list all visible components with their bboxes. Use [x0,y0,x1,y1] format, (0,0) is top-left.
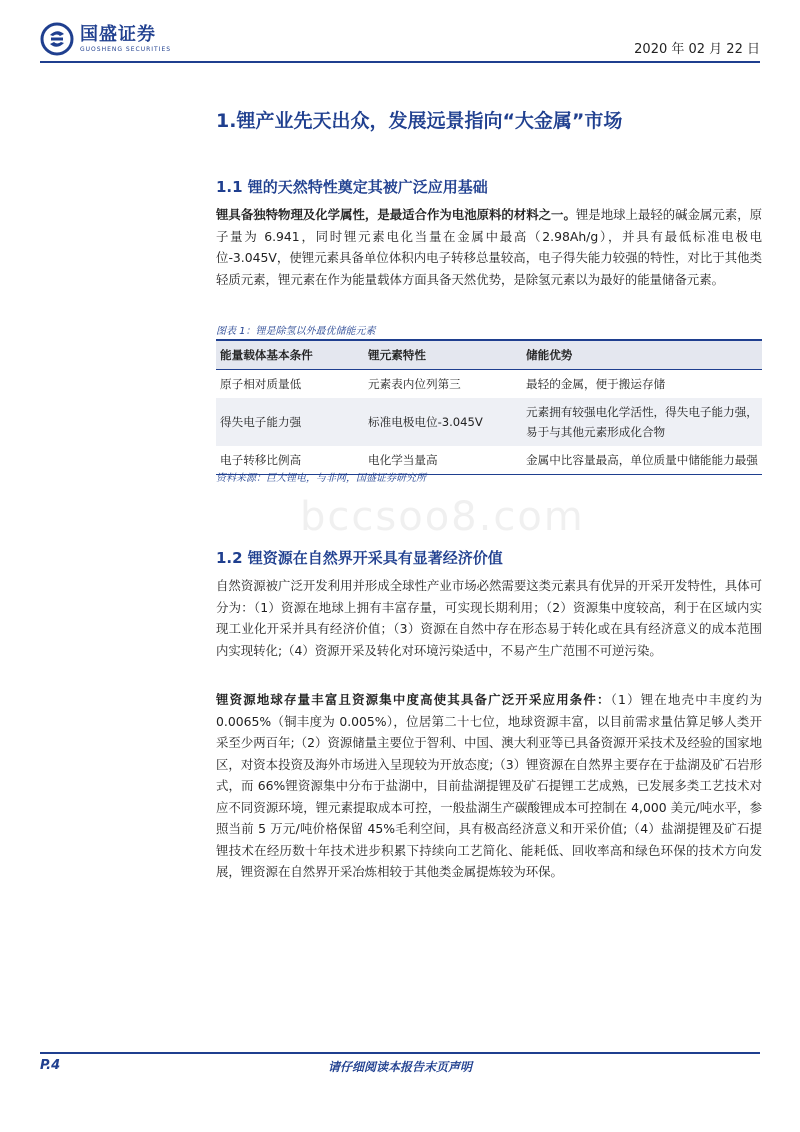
section-1-1-title: 1.1 锂的天然特性奠定其被广泛应用基础 [216,178,488,196]
table-header-cell: 储能优势 [522,340,762,370]
table-cell: 标准电极电位-3.045V [364,398,522,446]
watermark: bccsoo8.com [300,494,585,540]
figure-caption: 图表 1：锂是除氢以外最优储能元素 [216,326,376,337]
section-1-2-title: 1.2 锂资源在自然界开采具有显著经济价值 [216,549,503,567]
table-cell: 得失电子能力强 [216,398,364,446]
header-divider [40,61,760,63]
section-1-2-paragraph-1: 自然资源被广泛开发利用并形成全球性产业市场必然需要这类元素具有优异的开采开发特性，具体可分为：（1）资源在地球上拥有丰富存量，可实现长期利用；（2）资源集中度较高，利于在区域内实现工业化开采并具有经济价值；（3）资源在自然中存在形态易于转化或在具有经济意义的成本范围内实现转化;（4）资源开采及转化对环境污染适中，不易产生广范围不可逆污染。 [216,578,762,658]
table-header-cell: 锂元素特性 [364,340,522,370]
page-header [40,22,760,62]
footer-divider [40,1052,760,1054]
table-cell: 原子相对质量低 [220,377,302,391]
table-row [216,398,762,446]
logo-english-name: GUOSHENG SECURITIES [80,45,172,53]
table-cell: 电化学当量高 [364,446,522,475]
company-logo [40,22,171,56]
guosheng-logo-icon [40,22,74,56]
figure-source: 资料来源：巨大锂电，与非网，国盛证券研究所 [216,473,426,484]
paragraph-body: （1）锂在地壳中丰度约为 0.0065%（铜丰度为 0.005%），位居第二十七位，地球资源丰富，以目前需求量估算足够人类开采至少两百年;（2）资源储量主要位于智利、中国、澳大利亚等已具备资源开采技术及经验的国家地区，对资本投资及海外市场进入呈现较为开放态度;（3）锂资源在自然界主要存在于盐湖及矿石岩形式，而 66%锂资源集中分布于盐湖中，目前盐湖提锂及矿石提锂工艺成熟，已发展多类工艺技术对应不同资源环境，锂元素提取成本可控，一般盐湖生产碳酸锂成本可控制在 4,000 美元/吨水平，参照当前 5 万元/吨价格保留 45%毛利空间，具有极高经济意义和开采价值;（4）盐湖提锂及矿石提锂技术在经历数十年技术进步积累下持续向工艺简化、能耗低、回收率高和绿色环保的技术方向发展，锂资源在自然界开采冶炼相较于其他类金属提炼较为环保。 [216,692,763,879]
section-1-2-paragraph-2 [216,689,762,883]
energy-carrier-table [216,339,762,475]
page-number: P.4 [40,1058,61,1073]
table-cell: 电子转移比例高 [216,446,364,475]
report-date: 2020 年 02 月 22 日 [634,42,760,57]
table-header-row [216,340,762,370]
table-cell: 金属中比容量最高，单位质量中储能能力最强 [522,446,762,475]
table-cell: 元素拥有较强电化学活性，得失电子能力强，易于与其他元素形成化合物 [522,398,762,446]
table-cell: 元素表内位列第三 [368,377,461,391]
logo-chinese-name: 国盛证券 [80,23,156,45]
table-cell: 最轻的金属，便于搬运存储 [526,377,666,391]
footer-disclaimer: 请仔细阅读本报告末页声明 [327,1060,472,1074]
paragraph-lead: 锂具备独特物理及化学属性，是最适合作为电池原料的材料之一。 [216,207,576,222]
paragraph-lead: 锂资源地球存量丰富且资源集中度高使其具备广泛开采应用条件： [216,692,611,707]
section-1-1-paragraph [216,204,762,290]
paragraph-body: 锂是地球上最轻的碱金属元素，原子量为 6.941，同时锂元素电化当量在金属中最高（2.98Ah/g），并具有最低标准电极电位-3.045V，使锂元素具备单位体积内电子转移总量较高，电子得失能力较强的特性，对比于其他类轻质元素，锂元素在作为能量载体方面具备天然优势，是除氢元素以为最好的能量储备元素。 [216,207,763,287]
section-1-title: 1.锂产业先天出众，发展远景指向“大金属”市场 [216,110,623,132]
table-header-cell: 能量载体基本条件 [216,340,364,370]
table-row [216,370,762,399]
